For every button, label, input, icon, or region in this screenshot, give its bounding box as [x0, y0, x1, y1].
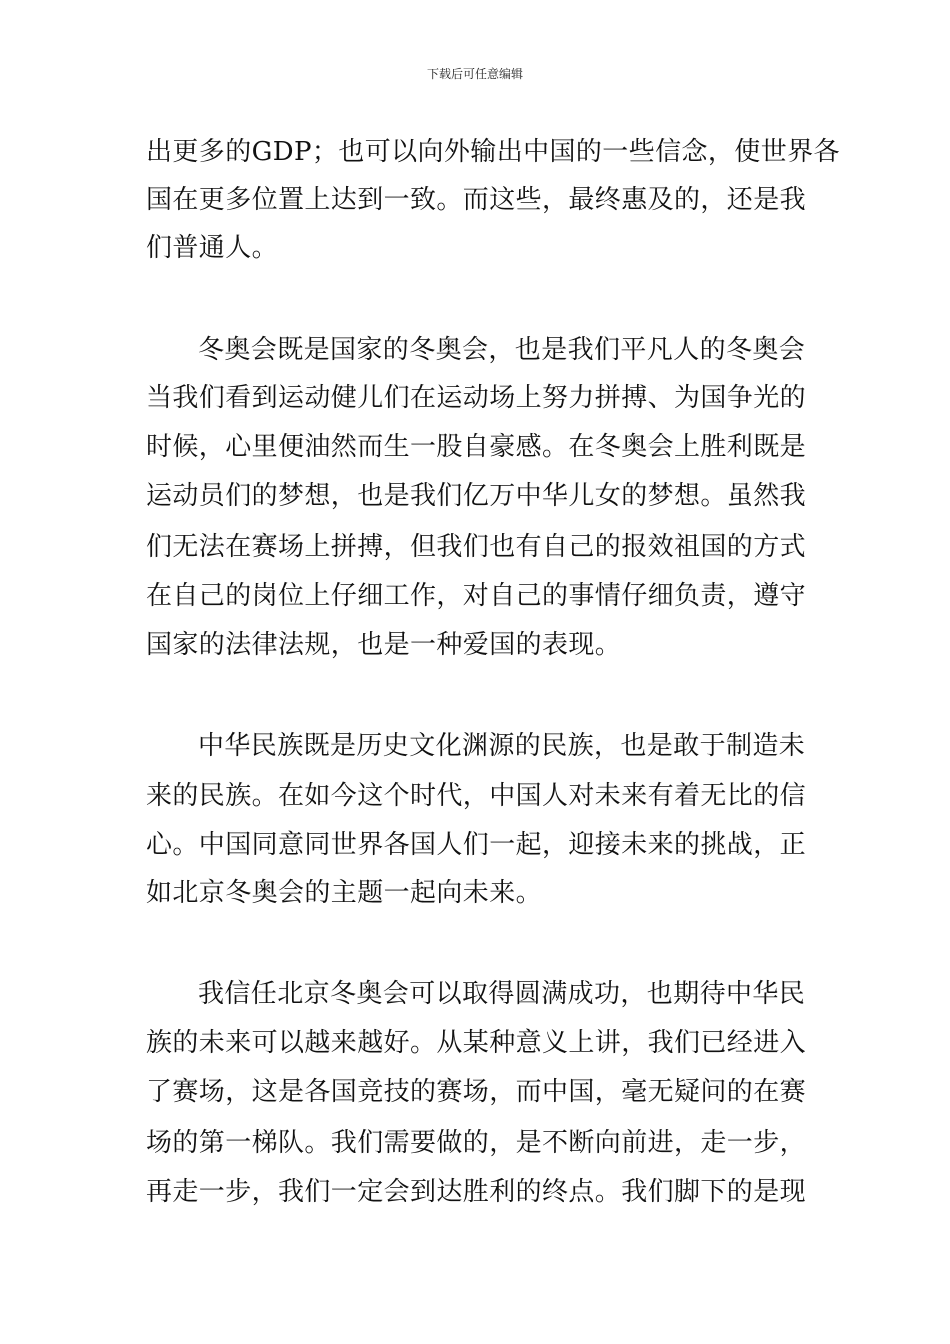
paragraph-1-line-1: 出更多的GDP；也可以向外输出中国的一些信念，使世界各 [146, 137, 840, 167]
paragraph-2-line-3: 时候，心里便油然而生一股自豪感。在冬奥会上胜利既是 [146, 432, 807, 462]
paragraph-4-line-1: 我信任北京冬奥会可以取得圆满成功，也期待中华民 [198, 979, 806, 1009]
paragraph-4-line-4: 场的第一梯队。我们需要做的，是不断向前进，走一步， [146, 1128, 807, 1158]
paragraph-4-line-3: 了赛场，这是各国竞技的赛场，而中国，毫无疑问的在赛 [146, 1077, 807, 1107]
paragraph-4-line-2: 族的未来可以越来越好。从某种意义上讲，我们已经进入 [146, 1028, 807, 1058]
paragraph-3-line-1: 中华民族既是历史文化渊源的民族，也是敢于制造未 [198, 731, 806, 761]
page-header: 下载后可任意编辑 [426, 67, 523, 81]
paragraph-3-line-3: 心。中国同意同世界各国人们一起，迎接未来的挑战，正 [146, 830, 807, 860]
paragraph-2-line-1: 冬奥会既是国家的冬奥会，也是我们平凡人的冬奥会 [198, 335, 806, 365]
paragraph-4-line-5: 再走一步，我们一定会到达胜利的终点。我们脚下的是现 [146, 1177, 807, 1207]
paragraph-2-line-7: 国家的法律法规，也是一种爱国的表现。 [146, 630, 622, 660]
paragraph-3-line-4: 如北京冬奥会的主题一起向未来。 [146, 878, 543, 908]
paragraph-2-line-6: 在自己的岗位上仔细工作，对自己的事情仔细负责，遵守 [146, 581, 807, 611]
paragraph-1-line-3: 们普通人。 [146, 233, 279, 263]
paragraph-2-line-5: 们无法在赛场上拼搏，但我们也有自己的报效祖国的方式 [146, 532, 807, 562]
paragraph-2-line-2: 当我们看到运动健儿们在运动场上努力拼搏、为国争光的 [146, 383, 807, 413]
paragraph-3-line-2: 来的民族。在如今这个时代，中国人对未来有着无比的信 [146, 781, 807, 811]
paragraph-1-line-2: 国在更多位置上达到一致。而这些，最终惠及的，还是我 [146, 185, 807, 215]
paragraph-2-line-4: 运动员们的梦想，也是我们亿万中华儿女的梦想。虽然我 [146, 481, 807, 511]
